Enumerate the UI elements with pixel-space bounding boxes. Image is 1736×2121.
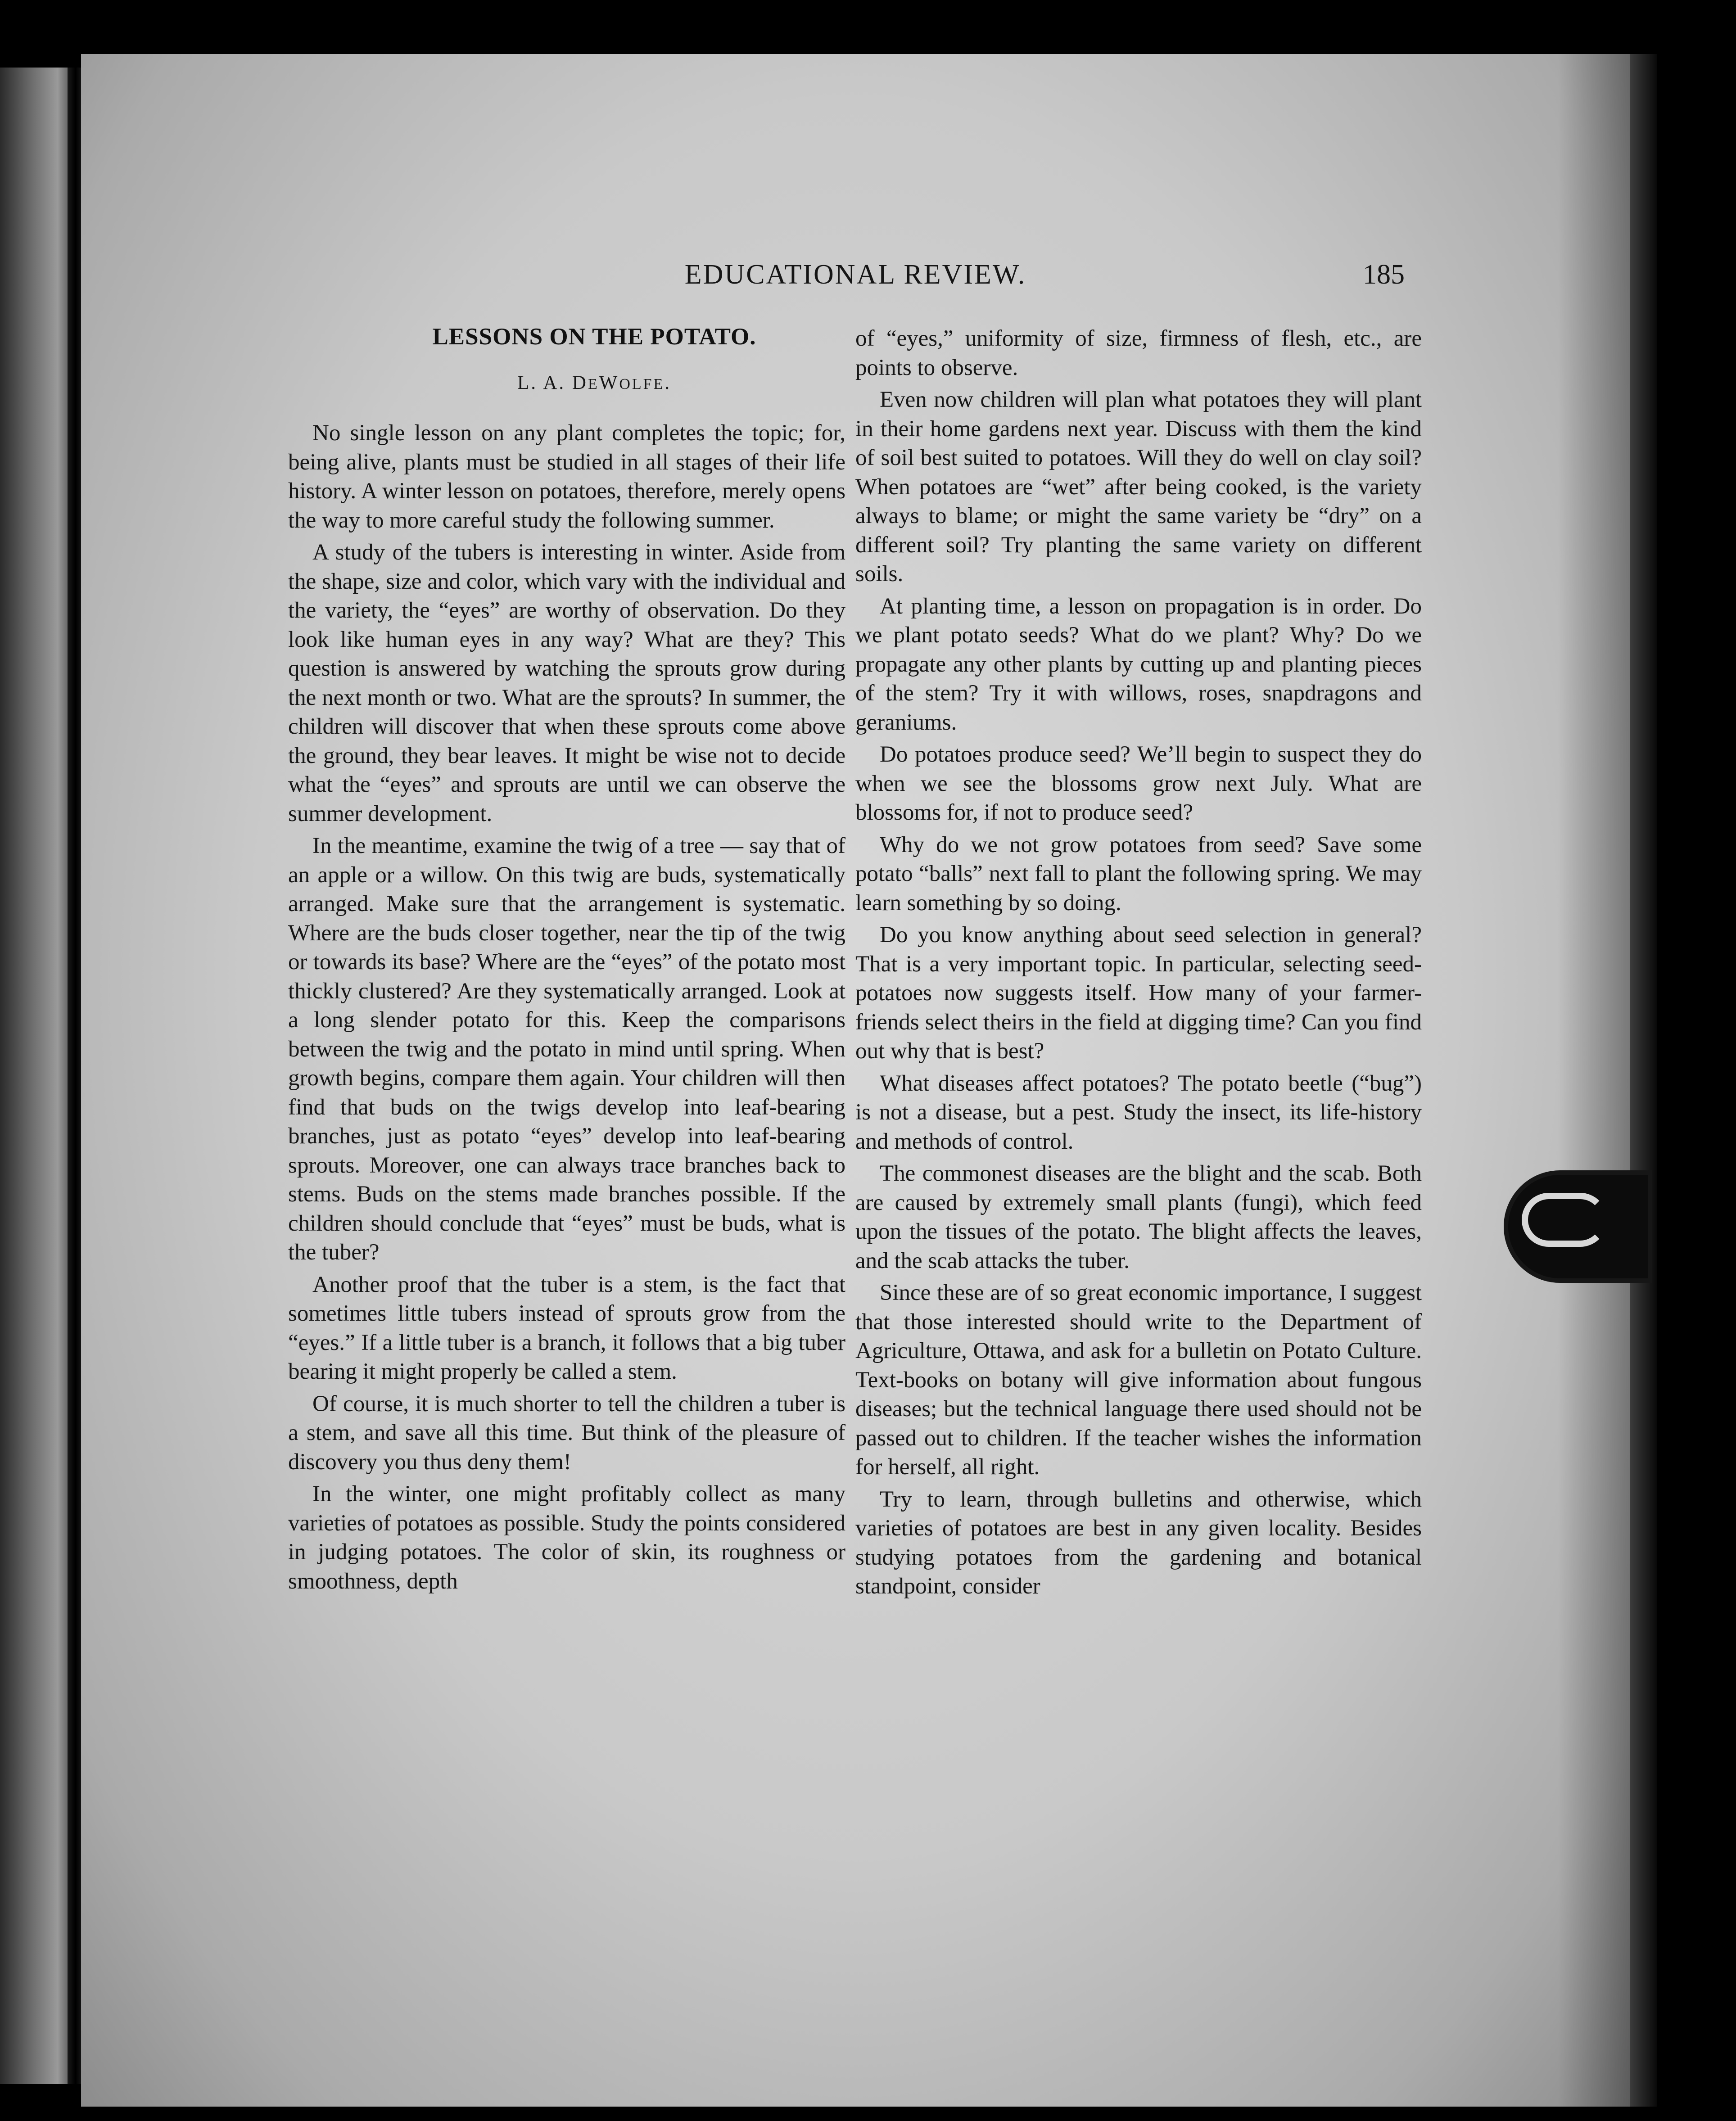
author-initials: L. A. D [517, 372, 588, 393]
paragraph: In the winter, one might profitably collect as many varieties of potatoes as possible. Study the points considered in judging potatoes. The color of skin, its roughness or smoothness, depth [288, 1481, 845, 1594]
article-author [279, 372, 909, 394]
paragraph: Of course, it is much shorter to tell the children a tuber is a stem, and save all this time. But think of the pleasure of discovery you thus deny them! [288, 1391, 845, 1475]
page-clip-highlight [1522, 1193, 1607, 1247]
paragraph: The commonest diseases are the blight and the scab. Both are caused by extremely small plants (fungi), which feed upon the tissues of the potato. The blight affects the leaves, and the scab attacks the tuber. [855, 1161, 1422, 1273]
paragraph: Why do we not grow potatoes from seed? Save some potato “balls” next fall to plant the following spring. We may learn something by so doing. [855, 832, 1422, 916]
right-column [855, 324, 1422, 1604]
article-title: LESSONS ON THE POTATO. [432, 324, 756, 350]
paragraph: In the meantime, examine the twig of a tree — say that of an apple or a willow. On this twig are buds, systematically arranged. Make sure that the arrangement is systematic. Where are the buds closer together, near the tip of the twig or towards its base? Where are the “eyes” of the potato most thickly clustered? Are they systematically arranged. Look at a long slender potato for this. Keep the comparisons between the twig and the potato in mind until spring. When growth begins, compare them again. Your children will then find that buds on the twigs develop into leaf-bearing branches, just as potato “eyes” develop into leaf-bearing sprouts. Moreover, one can always trace branches back to stems. Buds on the stems made branches possible. If the children should conclude that “eyes” must be buds, what is the tuber? [288, 833, 845, 1265]
author-capital-w: W [599, 372, 619, 393]
paragraph: Even now children will plan what potatoes they will plant in their home gardens next year. Discuss with them the kind of soil best suited to potatoes. Will they do well on clay soil? When potatoes are “wet” after being cooked, is the variety always to blame; or might the same variety be “dry” on a different soil? Try planting the same variety on different soils. [855, 387, 1422, 587]
paragraph: At planting time, a lesson on propagation is in order. Do we plant potato seeds? What do we plant? Why? Do we propagate any other plants by cutting up and planting pieces of the stem? Try it with willows, roses, snapdragons and geraniums. [855, 593, 1422, 735]
paragraph: Do you know anything about seed selection in general? That is a very important topic. In particular, selecting seed-potatoes now suggests itself. How many of your farmer-friends select theirs in the field at digging time? Can you find out why that is best? [855, 922, 1422, 1064]
left-column [288, 419, 845, 1599]
author-small-caps-2: OLFE [619, 376, 665, 393]
page-number: 185 [1363, 259, 1405, 290]
paragraph: A study of the tubers is interesting in winter. Aside from the shape, size and color, which vary with the individual and the variety, the “eyes” are worthy of observation. Do they look like human eyes in any way? What are they? This question is answered by watching the sprouts grow during the next month or two. What are the sprouts? In summer, the children will discover that when these sprouts come above the ground, they bear leaves. It might be wise not to decide what the “eyes” and sprouts are until we can observe the summer development. [288, 540, 845, 826]
paragraph: Try to learn, through bulletins and otherwise, which varieties of potatoes are best in any given locality. Besides studying potatoes from the gardening and botanical standpoint, consider [855, 1486, 1422, 1599]
paragraph: No single lesson on any plant completes the topic; for, being alive, plants must be studied in all stages of their life history. A winter lesson on potatoes, therefore, merely opens the way to more careful study the following summer. [288, 420, 845, 533]
paragraph: Do potatoes produce seed? We’ll begin to suspect they do when we see the blossoms grow next July. What are blossoms for, if not to produce seed? [855, 742, 1422, 825]
author-small-caps-1: E [588, 376, 599, 393]
running-header: EDUCATIONAL REVIEW. [684, 259, 1026, 290]
paragraph: Since these are of so great economic importance, I suggest that those interested should write to the Department of Agriculture, Ottawa, and ask for a bulletin on Potato Culture. Text-books on botany will give information about fungous diseases; but the technical language there used should not be passed out to children. If the teacher wishes the information for herself, all right. [855, 1280, 1422, 1480]
paragraph: Another proof that the tuber is a stem, is the fact that sometimes little tubers instead of sprouts grow from the “eyes.” If a little tuber is a branch, it follows that a big tuber bearing it might properly be called a stem. [288, 1272, 845, 1384]
page-right-edge [1630, 54, 1657, 2107]
author-period: . [665, 372, 672, 393]
paragraph-continuation: of “eyes,” uniformity of size, firmness of flesh, etc., are points to observe. [855, 326, 1422, 380]
facing-page-edge [0, 68, 72, 2084]
page-shadow [1558, 54, 1630, 2107]
paragraph: What diseases affect potatoes? The potato beetle (“bug”) is not a disease, but a pest. Study the insect, its life-history and methods of control. [855, 1070, 1422, 1154]
